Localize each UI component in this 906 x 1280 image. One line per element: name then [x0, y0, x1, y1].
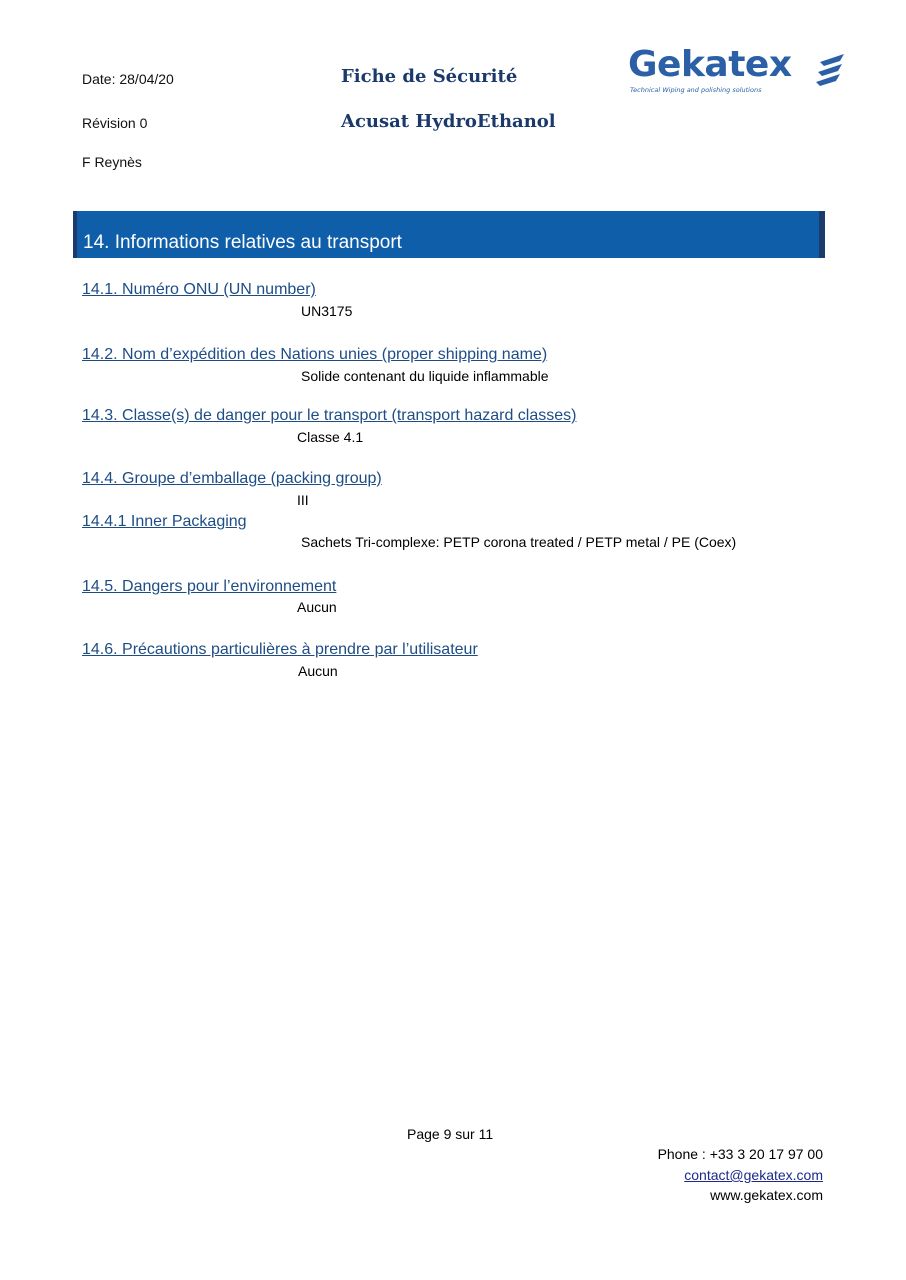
hazard-class-value: Classe 4.1 — [297, 429, 364, 445]
packing-group-value: III — [297, 492, 309, 508]
company-logo — [626, 44, 848, 100]
precautions-heading: 14.6. Précautions particulières à prendre par l’utilisateur — [82, 641, 478, 658]
un-number-heading: 14.1. Numéro ONU (UN number) — [82, 281, 316, 298]
inner-packaging-heading: 14.4.1 Inner Packaging — [82, 513, 247, 530]
revision: Révision 0 — [82, 115, 148, 131]
contact-email-link[interactable]: contact@gekatex.com — [684, 1167, 823, 1183]
logo-swoosh-icon — [814, 52, 848, 86]
section-title: 14. Informations relatives au transport — [83, 232, 402, 253]
website: www.gekatex.com — [710, 1187, 823, 1203]
packing-group-heading: 14.4. Groupe d’emballage (packing group) — [82, 470, 382, 487]
shipping-name-heading: 14.2. Nom d’expédition des Nations unies (proper shipping name) — [82, 346, 548, 363]
date: Date: 28/04/20 — [82, 71, 174, 87]
hazard-class-heading: 14.3. Classe(s) de danger pour le transport (transport hazard classes) — [82, 407, 577, 424]
precautions-value: Aucun — [298, 663, 338, 679]
section-banner — [73, 211, 825, 258]
logo-tagline: Technical Wiping and polishing solutions — [630, 86, 762, 94]
un-number-value: UN3175 — [301, 303, 353, 319]
document-title: Fiche de Sécurité — [341, 66, 518, 87]
contact-phone: Phone : +33 3 20 17 97 00 — [657, 1146, 823, 1162]
page-number: Page 9 sur 11 — [407, 1126, 494, 1142]
environment-value: Aucun — [297, 599, 337, 615]
author: F Reynès — [82, 154, 142, 170]
environment-heading: 14.5. Dangers pour l’environnement — [82, 578, 337, 595]
shipping-name-value: Solide contenant du liquide inflammable — [301, 368, 549, 384]
inner-packaging-value: Sachets Tri-complexe: PETP corona treated / PETP metal / PE (Coex) — [301, 534, 737, 550]
product-name: Acusat HydroEthanol — [341, 111, 556, 132]
logo-wordmark: Gekatex — [628, 44, 792, 85]
